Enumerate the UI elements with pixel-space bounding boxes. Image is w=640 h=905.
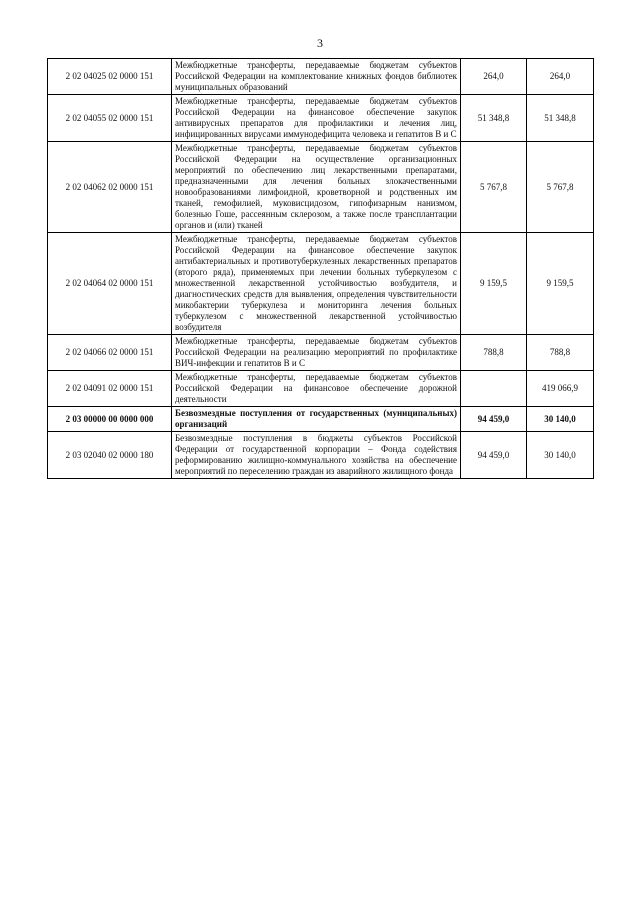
- description-cell: Безвозмездные поступления от государственных (муниципальных) организаций: [172, 407, 461, 432]
- table-row: [48, 142, 594, 233]
- budget-code-cell: 2 02 04062 02 0000 151: [48, 142, 172, 233]
- amount-cell-1: 5 767,8: [461, 142, 527, 233]
- amount-cell-1: [461, 371, 527, 407]
- amount-cell-1: 51 348,8: [461, 95, 527, 142]
- description-cell: Безвозмездные поступления в бюджеты субъектов Российской Федерации от государственной корпорации – Фонда содействия реформированию жилищно-коммунального хозяйства на обеспечение мероприятий по переселению граждан из аварийного жилищного фонда: [172, 432, 461, 479]
- budget-code-cell: 2 02 04025 02 0000 151: [48, 59, 172, 95]
- amount-cell-2: 9 159,5: [527, 233, 594, 335]
- amount-cell-1: 788,8: [461, 335, 527, 371]
- budget-code-cell: 2 03 02040 02 0000 180: [48, 432, 172, 479]
- budget-revenue-table: [47, 58, 594, 479]
- description-cell: Межбюджетные трансферты, передаваемые бюджетам субъектов Российской Федерации на финансовое обеспечение закупок антибактериальных и противотуберкулезных лекарственных препаратов (второго ряда), применяемых при лечении больных туберкулезом с множественной лекарственной устойчивостью возбудителя, и диагностических средств для выявления, определения чувствительности микобактерии туберкулеза и мониторинга лечения больных туберкулезом с множественной лекарственной устойчивостью возбудителя: [172, 233, 461, 335]
- table-row: [48, 407, 594, 432]
- description-cell: Межбюджетные трансферты, передаваемые бюджетам субъектов Российской Федерации на осуществление организационных мероприятий по обеспечению лиц лекарственными препаратами, предназначенными для лечения больных злокачественными новообразованиями лимфоидной, кроветворной и родственных им тканей, гемофилией, муковисцидозом, гипофизарным нанизмом, болезнью Гоше, рассеянным склерозом, а также после трансплантации органов и (или) тканей: [172, 142, 461, 233]
- budget-code-cell: 2 02 04066 02 0000 151: [48, 335, 172, 371]
- amount-cell-2: 30 140,0: [527, 407, 594, 432]
- table-row: [48, 95, 594, 142]
- amount-cell-1: 264,0: [461, 59, 527, 95]
- amount-cell-2: 264,0: [527, 59, 594, 95]
- description-cell: Межбюджетные трансферты, передаваемые бюджетам субъектов Российской Федерации на реализацию мероприятий по профилактике ВИЧ-инфекции и гепатитов В и С: [172, 335, 461, 371]
- budget-code-cell: 2 02 04055 02 0000 151: [48, 95, 172, 142]
- budget-code-cell: 2 02 04091 02 0000 151: [48, 371, 172, 407]
- amount-cell-1: 94 459,0: [461, 432, 527, 479]
- description-cell: Межбюджетные трансферты, передаваемые бюджетам субъектов Российской Федерации на комплектование книжных фондов библиотек муниципальных образований: [172, 59, 461, 95]
- table-row: [48, 59, 594, 95]
- amount-cell-1: 9 159,5: [461, 233, 527, 335]
- table-row: [48, 233, 594, 335]
- table-row: [48, 432, 594, 479]
- amount-cell-2: 51 348,8: [527, 95, 594, 142]
- description-cell: Межбюджетные трансферты, передаваемые бюджетам субъектов Российской Федерации на финансовое обеспечение дорожной деятельности: [172, 371, 461, 407]
- table-row: [48, 335, 594, 371]
- table-row: [48, 371, 594, 407]
- amount-cell-2: 5 767,8: [527, 142, 594, 233]
- description-cell: Межбюджетные трансферты, передаваемые бюджетам субъектов Российской Федерации на финансовое обеспечение закупок антивирусных препаратов для профилактики и лечения лиц, инфицированных вирусами иммунодефицита человека и гепатитов В и С: [172, 95, 461, 142]
- amount-cell-2: 788,8: [527, 335, 594, 371]
- amount-cell-1: 94 459,0: [461, 407, 527, 432]
- budget-code-cell: 2 03 00000 00 0000 000: [48, 407, 172, 432]
- amount-cell-2: 30 140,0: [527, 432, 594, 479]
- budget-code-cell: 2 02 04064 02 0000 151: [48, 233, 172, 335]
- page-number: 3: [317, 36, 323, 50]
- amount-cell-2: 419 066,9: [527, 371, 594, 407]
